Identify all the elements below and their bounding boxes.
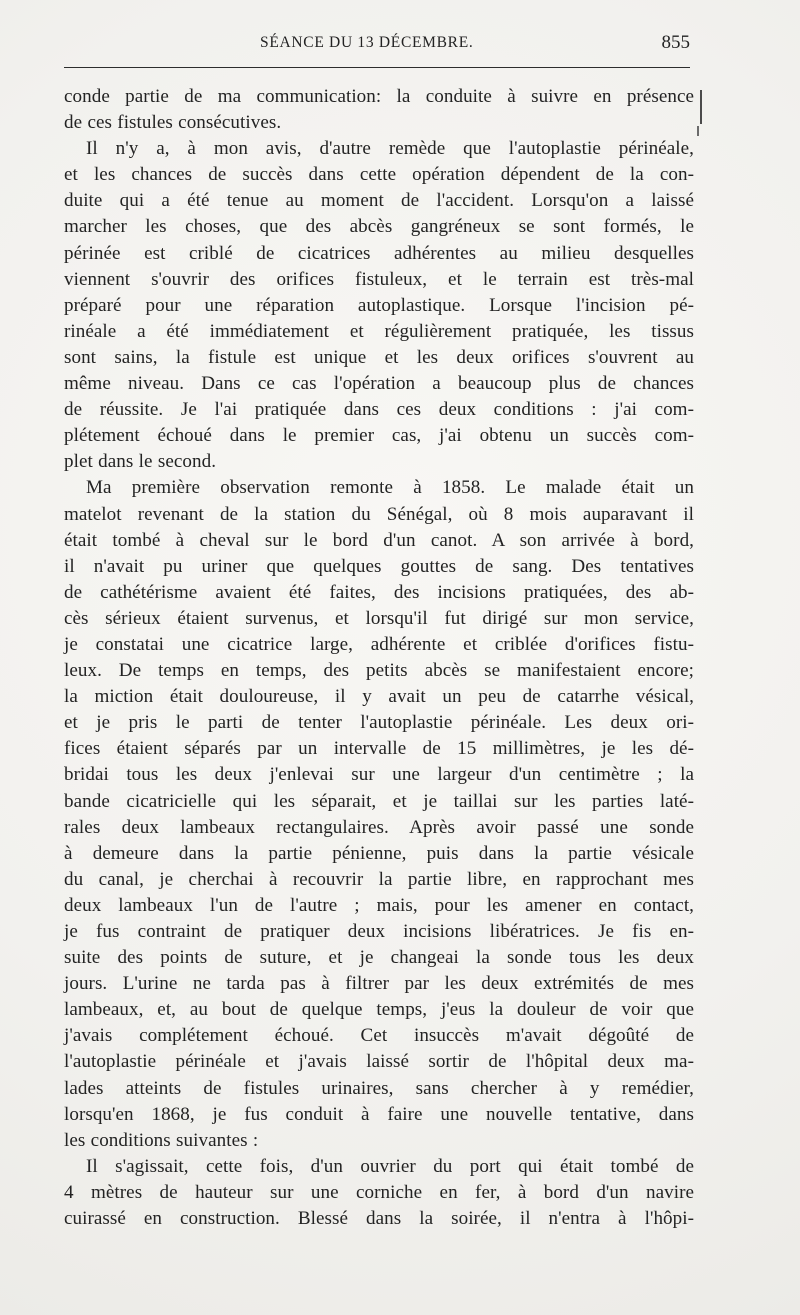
text-line: lambeaux, et, au bout de quelque temps, j'eus la douleur de voir que [64,999,694,1021]
text-line: cès sérieux étaient survenus, et lorsqu'il fut dirigé sur mon service, [64,607,694,629]
text-line: rales deux lambeaux rectangulaires. Après avoir passé une sonde [64,816,694,838]
text-line: l'autoplastie périnéale et j'avais laissé sortir de l'hôpital deux ma- [64,1051,694,1073]
text-line: et les chances de succès dans cette opération dépendent de la con- [64,164,694,186]
text-line: deux lambeaux l'un de l'autre ; mais, pour les amener en contact, [64,894,694,916]
text-line: plétement échoué dans le premier cas, j'ai obtenu un succès com- [64,425,694,447]
text-line: sont sains, la fistule est unique et les deux orifices s'ouvrent au [64,346,694,368]
body-text [64,84,694,1232]
text-line: leux. De temps en temps, des petits abcès se manifestaient encore; [64,660,694,682]
text-line: il n'avait pu uriner que quelques gouttes de sang. Des tentatives [64,555,694,577]
margin-mark [700,90,702,124]
text-line: Il n'y a, à mon avis, d'autre remède que l'autoplastie périnéale, [86,138,694,160]
text-line: lorsqu'en 1868, je fus conduit à faire une nouvelle tentative, dans [64,1103,694,1125]
text-line: jours. L'urine ne tarda pas à filtrer par les deux extrémités de mes [64,973,694,995]
margin-mark [697,126,699,136]
text-line: la miction était douloureuse, il y avait un peu de catarrhe vésical, [64,686,694,708]
text-line: bridai tous les deux j'enlevai sur une largeur d'un centimètre ; la [64,764,694,786]
text-line: marcher les choses, que des abcès gangréneux se sont formés, le [64,216,694,238]
text-line: périnée est criblé de cicatrices adhérentes au milieu desquelles [64,242,694,264]
page-number: 855 [661,32,690,53]
text-line: plet dans le second. [64,451,217,473]
header-rule [64,67,690,68]
text-line: Ma première observation remonte à 1858. Le malade était un [86,477,694,499]
text-line: et je pris le parti de tenter l'autoplastie périnéale. Les deux ori- [64,712,694,734]
text-line: même niveau. Dans ce cas l'opération a beaucoup plus de chances [64,373,694,395]
text-line: matelot revenant de la station du Sénégal, où 8 mois auparavant il [64,503,694,525]
text-line: cuirassé en construction. Blessé dans la soirée, il n'entra à l'hôpi- [64,1208,694,1230]
text-line: de ces fistules consécutives. [64,112,282,134]
text-line: duite qui a été tenue au moment de l'accident. Lorsqu'on a laissé [64,190,694,212]
text-line: Il s'agissait, cette fois, d'un ouvrier du port qui était tombé de [86,1155,694,1177]
text-line: fices étaient séparés par un intervalle de 15 millimètres, je les dé- [64,738,694,760]
text-line: bande cicatricielle qui les séparait, et je taillai sur les parties laté- [64,790,694,812]
running-title: SÉANCE DU 13 DÉCEMBRE. [260,34,474,51]
text-line: de cathétérisme avaient été faites, des incisions pratiquées, des ab- [64,581,694,603]
text-line: rinéale a été immédiatement et régulièrement pratiquée, les tissus [64,320,694,342]
text-line: je constatai une cicatrice large, adhérente et criblée d'orifices fistu- [64,633,694,655]
text-line: je fus contraint de pratiquer deux incisions libératrices. Je fis en- [64,921,694,942]
text-line: viennent s'ouvrir des orifices fistuleux, et le terrain est très-mal [64,268,694,290]
text-line: lades atteints de fistules urinaires, sans chercher à y remédier, [64,1077,694,1099]
text-line: du canal, je cherchai à recouvrir la partie libre, en rapprochant mes [64,868,694,890]
text-line: suite des points de suture, et je changeai la sonde tous les deux [64,947,694,969]
text-line: j'avais complétement échoué. Cet insuccès m'avait dégoûté de [64,1025,694,1047]
text-line: à demeure dans la partie pénienne, puis dans la partie vésicale [64,842,694,864]
text-line: préparé pour une réparation autoplastique. Lorsque l'incision pé- [64,294,694,316]
page-header [64,30,690,58]
text-line: de réussite. Je l'ai pratiquée dans ces deux conditions : j'ai com- [64,399,694,421]
text-line: conde partie de ma communication: la conduite à suivre en présence [64,86,694,107]
text-line: les conditions suivantes : [64,1129,259,1151]
text-line: était tombé à cheval sur le bord d'un canot. A son arrivée à bord, [64,529,694,551]
text-line: 4 mètres de hauteur sur une corniche en fer, à bord d'un navire [64,1181,694,1203]
